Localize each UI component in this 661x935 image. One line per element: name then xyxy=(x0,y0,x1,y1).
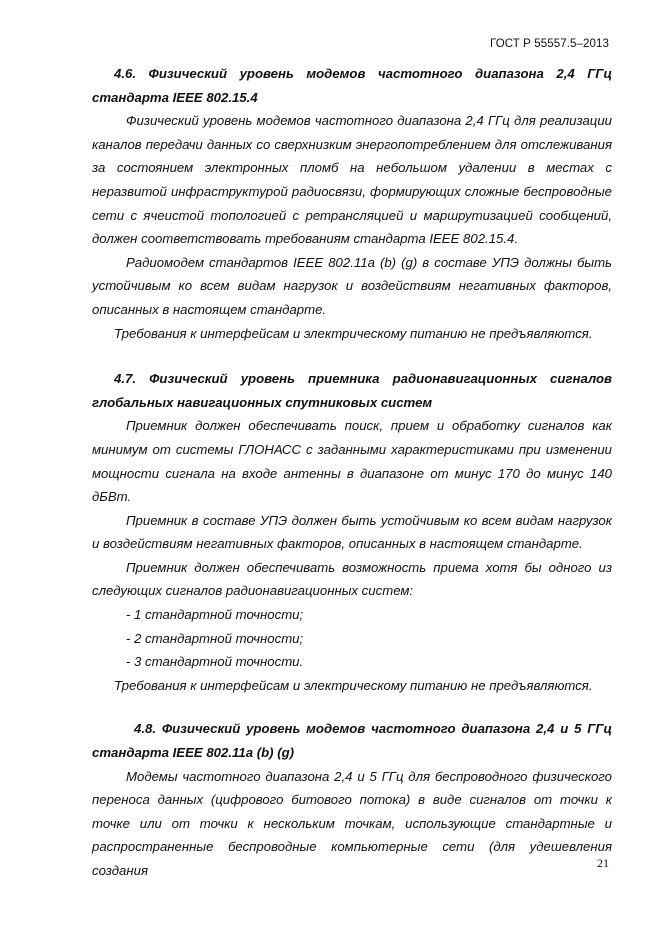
document-header-id: ГОСТ Р 55557.5–2013 xyxy=(490,38,609,50)
section-4-6-paragraph: Требования к интерфейсам и электрическому питанию не предъявляются. xyxy=(114,325,593,341)
section-4-7-paragraph: Приемник в составе УПЭ должен быть устойчивым ко всем видам нагрузок и воздействиям негативных факторов, описанных в настоящем стандарте. xyxy=(92,512,612,552)
section-4-8-paragraph: Модемы частотного диапазона 2,4 и 5 ГГц для беспроводного физического переноса данных (цифрового битового потока) в виде сигналов от точки к точке или от точки к нескольким точкам, использующие стандартные и распространенные беспроводные компьютерные сети (для удешевления создания xyxy=(92,768,612,878)
list-item: - 3 стандартной точности. xyxy=(126,654,304,670)
section-4-6-heading: 4.6. Физический уровень модемов частотного диапазона 2,4 ГГц стандарта IEEE 802.15.4 xyxy=(92,66,612,105)
list-item: - 2 стандартной точности; xyxy=(126,630,304,646)
section-4-7-paragraph: Приемник должен обеспечивать поиск, прием и обработку сигналов как минимум от системы ГЛОНАСС с заданными характеристиками при изменении мощности сигнала на входе антенны в диапазоне от минус 170 до минус 140 дБВт. xyxy=(92,418,612,505)
section-4-6-paragraph: Радиомодем стандартов IEEE 802.11a (b) (g) в составе УПЭ должны быть устойчивым ко всем видам нагрузок и воздействиям негативных факторов, описанных в настоящем стандарте. xyxy=(92,254,612,317)
document-body xyxy=(92,62,612,883)
section-4-7-paragraph: Приемник должен обеспечивать возможность приема хотя бы одного из следующих сигналов радионавигационных систем: xyxy=(92,559,612,599)
section-4-8-heading: 4.8. Физический уровень модемов частотного диапазона 2,4 и 5 ГГц стандарта IEEE 802.11a (b) (g) xyxy=(92,721,612,761)
page-number: 21 xyxy=(597,856,609,870)
section-4-6-paragraph: Физический уровень модемов частотного диапазона 2,4 ГГц для реализации каналов передачи данных со сверхнизким энергопотреблением для отслеживания за состоянием электронных пломб на небольшом удалении в местах с неразвитой инфраструктурой радиосвязи, формирующих сложные беспроводные сети с ячеистой топологией с ретрансляцией и маршрутизацией сообщений, должен соответствовать требованиям стандарта IEEE 802.15.4. xyxy=(92,113,612,247)
section-4-7-paragraph: Требования к интерфейсам и электрическому питанию не предъявляются. xyxy=(114,677,593,693)
list-item: - 1 стандартной точности; xyxy=(126,607,304,623)
section-4-7-heading: 4.7. Физический уровень приемника радионавигационных сигналов глобальных навигационных спутниковых систем xyxy=(92,371,612,410)
